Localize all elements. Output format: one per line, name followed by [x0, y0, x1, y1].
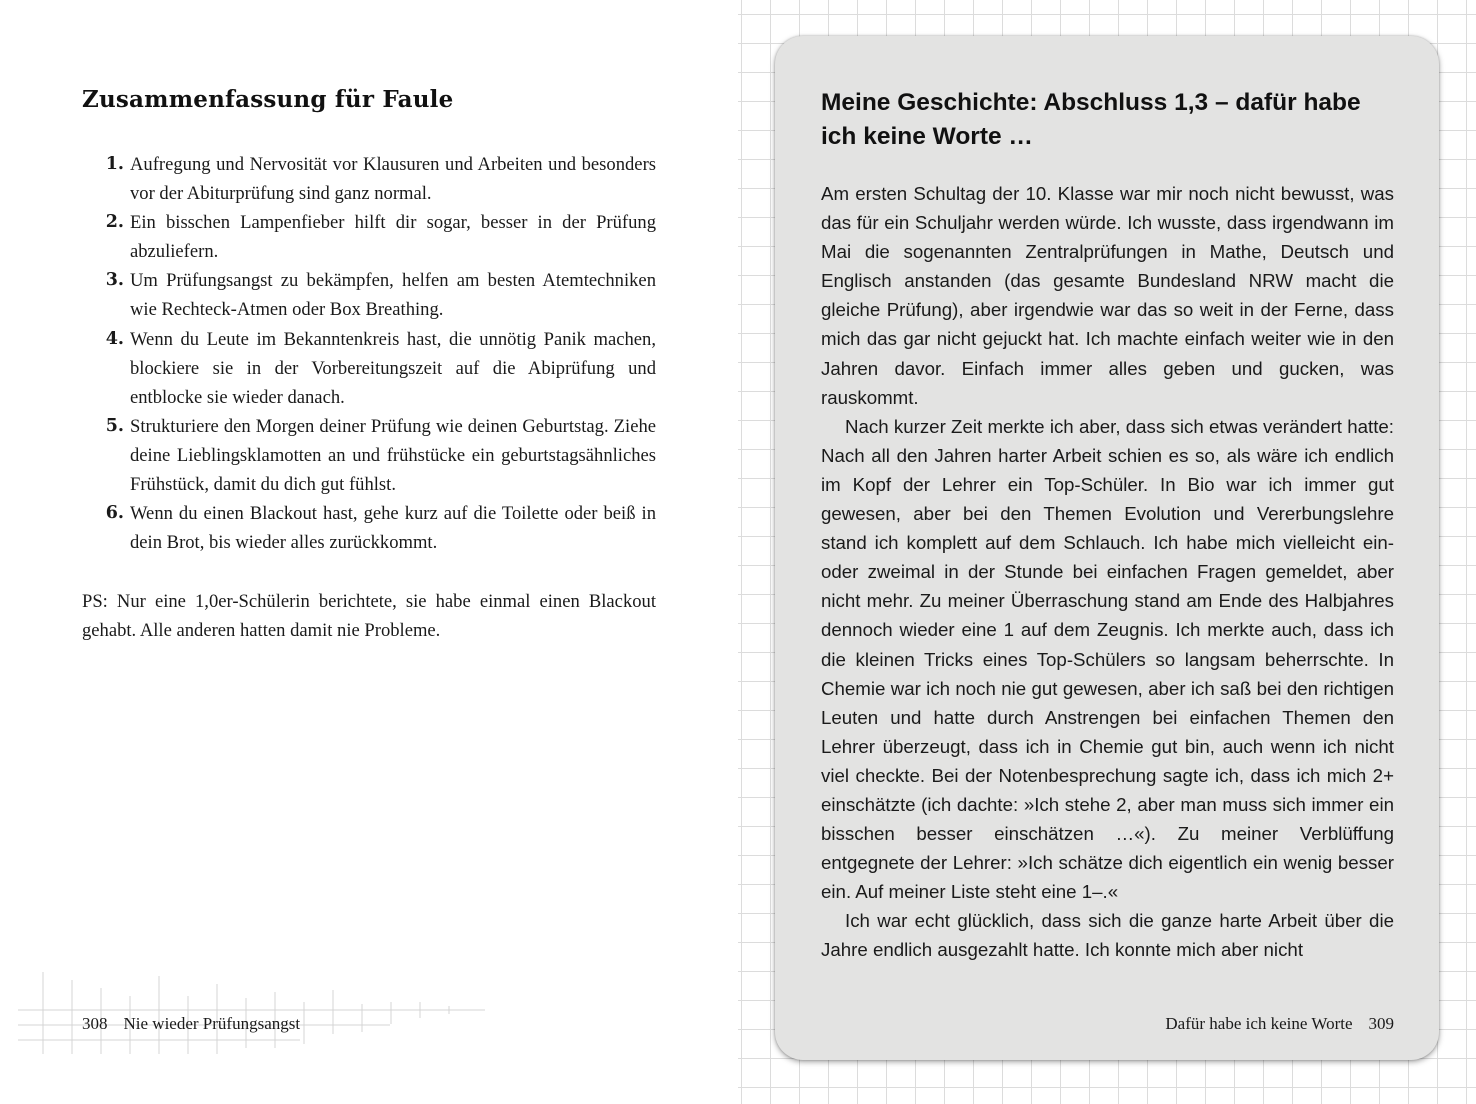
- story-paragraph: Am ersten Schultag der 10. Klasse war mir noch nicht bewusst, was das für ein Schuljahr werden würde. Ich wusste, dass irgendwann im Mai die sogenannten Zentralprüfungen in Mathe, Deutsch und Englisch anstanden (das gesamte Bundesland NRW macht die gleiche Prüfung), aber irgendwie war das so weit in der Ferne, dass mich das gar nicht gejuckt hat. Ich machte einfach weiter wie in den Jahren davor. Einfach immer alles geben und gucken, was rauskommt.: [821, 183, 1394, 408]
- list-item: [96, 208, 656, 266]
- list-item-number: 6.: [105, 503, 124, 524]
- running-head: Nie wieder Prüfungsangst: [123, 1014, 301, 1033]
- story-paragraph: Ich war echt glücklich, dass sich die ganze harte Arbeit über die Jahre endlich ausgezahlt hatte. Ich konnte mich aber nicht: [821, 910, 1394, 961]
- running-head: Dafür habe ich keine Worte: [1165, 1014, 1353, 1033]
- story-title: Meine Geschichte: Abschluss 1,3 – dafür habe ich keine Worte …: [821, 89, 1361, 150]
- list-item-text: Aufregung und Nervosität vor Klausuren und Arbeiten und besonders vor der Abiturprüfung sind ganz normal.: [130, 154, 656, 205]
- list-item: [96, 150, 656, 208]
- summary-list: [96, 150, 656, 557]
- list-item-number: 4.: [105, 328, 124, 349]
- page-number: 309: [1368, 1014, 1394, 1033]
- list-item: [96, 325, 656, 412]
- left-page-footer: [82, 1014, 300, 1034]
- list-item-text: Ein bisschen Lampenfieber hilft dir sogar, besser in der Prüfung abzuliefern.: [130, 212, 656, 263]
- list-item: [96, 266, 656, 324]
- story-paragraph: Nach kurzer Zeit merkte ich aber, dass sich etwas verändert hatte: Nach all den Jahren harter Arbeit schien es so, als wäre ich endlich im Kopf der Lehrer ein Top-Schüler. In Bio war ich immer gut gewesen, aber bei den Themen Evolution und Vererbungslehre stand ich komplett auf dem Schlauch. Ich habe mich vielleicht ein- oder zweimal in der Stunde bei einfachen Fragen gemeldet, aber nicht mehr. Zu meiner Überraschung stand am Ende des Halbjahres dennoch wieder eine 1 auf dem Zeugnis. Ich merkte auch, dass ich die kleinen Tricks eines Top-Schülers so langsam beherrschte. In Chemie war ich noch nie gut gewesen, aber ich saß bei den richtigen Leuten und hatte durch Anstrengen bei einfachen Themen den Lehrer überzeugt, dass ich in Chemie gut bin, auch wenn ich nicht viel checkte. Bei der Notenbesprechung sagte ich, dass ich mich 2+ einschätzte (ich dachte: »Ich stehe 2, aber man muss sich immer ein bisschen besser einschätzen …«). Zu meiner Verblüffung entgegnete der Lehrer: »Ich schätze dich eigentlich ein wenig besser ein. Auf meiner Liste steht eine 1–.«: [821, 415, 1394, 903]
- list-item-text: Strukturiere den Morgen deiner Prüfung wie deinen Geburtstag. Ziehe deine Lieblingsklamotten an und frühstücke ein geburtstagsähnliches Frühstück, damit du dich gut fühlst.: [130, 415, 656, 496]
- summary-title: Zusammenfassung für Faule: [82, 86, 454, 113]
- footer-grid-decoration: [0, 968, 490, 1058]
- list-item-number: 3.: [105, 270, 124, 291]
- right-page-footer: [1150, 1014, 1394, 1034]
- list-item-number: 1.: [105, 154, 124, 174]
- list-item-number: 5.: [105, 415, 124, 436]
- list-item: [96, 412, 656, 499]
- list-item-number: 2.: [105, 212, 124, 233]
- postscript-note: PS: Nur eine 1,0er-Schülerin berichtete, sie habe einmal einen Blackout gehabt. Alle anderen hatten damit nie Probleme.: [82, 591, 656, 642]
- story-text: [821, 179, 1394, 965]
- list-item-text: Wenn du einen Blackout hast, gehe kurz auf die Toilette oder beiß in dein Brot, bis wieder alles zurückkommt.: [130, 503, 656, 554]
- list-item-text: Wenn du Leute im Bekanntenkreis hast, die unnötig Panik machen, blockiere sie in der Vorbereitungszeit auf die Abiprüfung und entblocke sie wieder danach.: [130, 328, 656, 408]
- story-box: [775, 36, 1439, 1060]
- list-item: [96, 499, 656, 557]
- list-item-text: Um Prüfungsangst zu bekämpfen, helfen am besten Atemtechniken wie Rechteck-Atmen oder Box Breathing.: [130, 270, 656, 321]
- page-number: 308: [82, 1014, 108, 1033]
